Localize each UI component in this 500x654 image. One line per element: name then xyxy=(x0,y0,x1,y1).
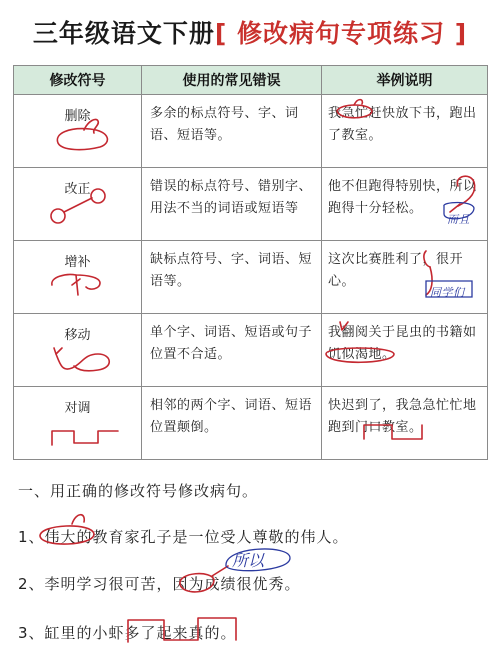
example-text: 快迟到了，我急急忙忙地跑到门口教室。 xyxy=(328,398,477,435)
exercise-2-annotation: 所以 xyxy=(232,551,265,570)
symbol-name: 移动 xyxy=(64,328,91,343)
error-description: 多余的标点符号、字、词语、短语等。 xyxy=(142,95,322,168)
exercise-sentence: 2、李明学习很可苦，因为成绩很优秀。 xyxy=(18,575,301,593)
table-row xyxy=(14,387,488,460)
insert-annotation: 同学们 xyxy=(430,286,465,299)
example-cell xyxy=(322,314,487,366)
exercise-item-1 xyxy=(18,526,349,547)
exercise-item-3 xyxy=(18,622,237,643)
page-title xyxy=(0,14,500,50)
symbol-cell xyxy=(14,168,141,232)
replace-mark-icon xyxy=(14,168,142,232)
symbol-cell xyxy=(14,387,141,451)
correction-symbols-table xyxy=(13,65,488,460)
example-text: 他不但跑得特别快，所以跑得十分轻松。 xyxy=(328,179,477,216)
delete-mark-overlay xyxy=(322,95,488,159)
table-row xyxy=(14,95,488,168)
error-description: 错误的标点符号、错别字、用法不当的词语或短语等 xyxy=(142,168,322,241)
example-text: 我急忙赶快放下书，跑出了教室。 xyxy=(328,106,477,143)
error-description: 缺标点符号、字、词语、短语等。 xyxy=(142,241,322,314)
table-row xyxy=(14,314,488,387)
insert-mark-icon xyxy=(14,241,142,305)
error-description: 单个字、词语、短语或句子位置不合适。 xyxy=(142,314,322,387)
symbol-cell xyxy=(14,314,141,378)
table-header-row xyxy=(14,66,488,95)
symbol-name: 对调 xyxy=(64,401,91,416)
example-cell xyxy=(322,95,487,147)
exercise-item-2 xyxy=(18,573,301,594)
header-error: 使用的常见错误 xyxy=(142,66,322,95)
symbol-cell xyxy=(14,241,141,305)
delete-mark-icon xyxy=(14,95,142,159)
example-cell xyxy=(322,241,487,299)
swap-mark-icon xyxy=(14,387,142,451)
example-text: 我翻阅关于昆虫的书籍如饥似渴地。 xyxy=(328,325,477,362)
symbol-cell xyxy=(14,95,141,159)
title-main: 三年级语文下册 xyxy=(32,19,215,48)
move-mark-icon xyxy=(14,314,142,378)
correction-annotation: 而且 xyxy=(447,213,470,226)
header-example: 举例说明 xyxy=(322,66,488,95)
exercise-heading: 一、用正确的修改符号修改病句。 xyxy=(18,482,259,500)
symbol-name: 删除 xyxy=(64,109,91,124)
title-subtitle: [ 修改病句专项练习 ] xyxy=(214,19,468,48)
table-row xyxy=(14,168,488,241)
swap-mark-overlay xyxy=(322,387,488,451)
example-cell xyxy=(322,168,487,226)
example-text: 这次比赛胜利了，很开心。 xyxy=(328,252,464,289)
table-row xyxy=(14,241,488,314)
symbol-name: 增补 xyxy=(64,255,91,270)
move-mark-overlay xyxy=(322,314,488,378)
exercise-sentence: 1、伟大的教育家孔子是一位受人尊敬的伟人。 xyxy=(18,528,349,546)
example-cell xyxy=(322,387,487,439)
symbol-name: 改正 xyxy=(64,182,91,197)
header-symbol: 修改符号 xyxy=(14,66,142,95)
exercise-sentence: 3、缸里的小虾多了起来真的。 xyxy=(18,624,237,642)
error-description: 相邻的两个字、词语、短语位置颠倒。 xyxy=(142,387,322,460)
